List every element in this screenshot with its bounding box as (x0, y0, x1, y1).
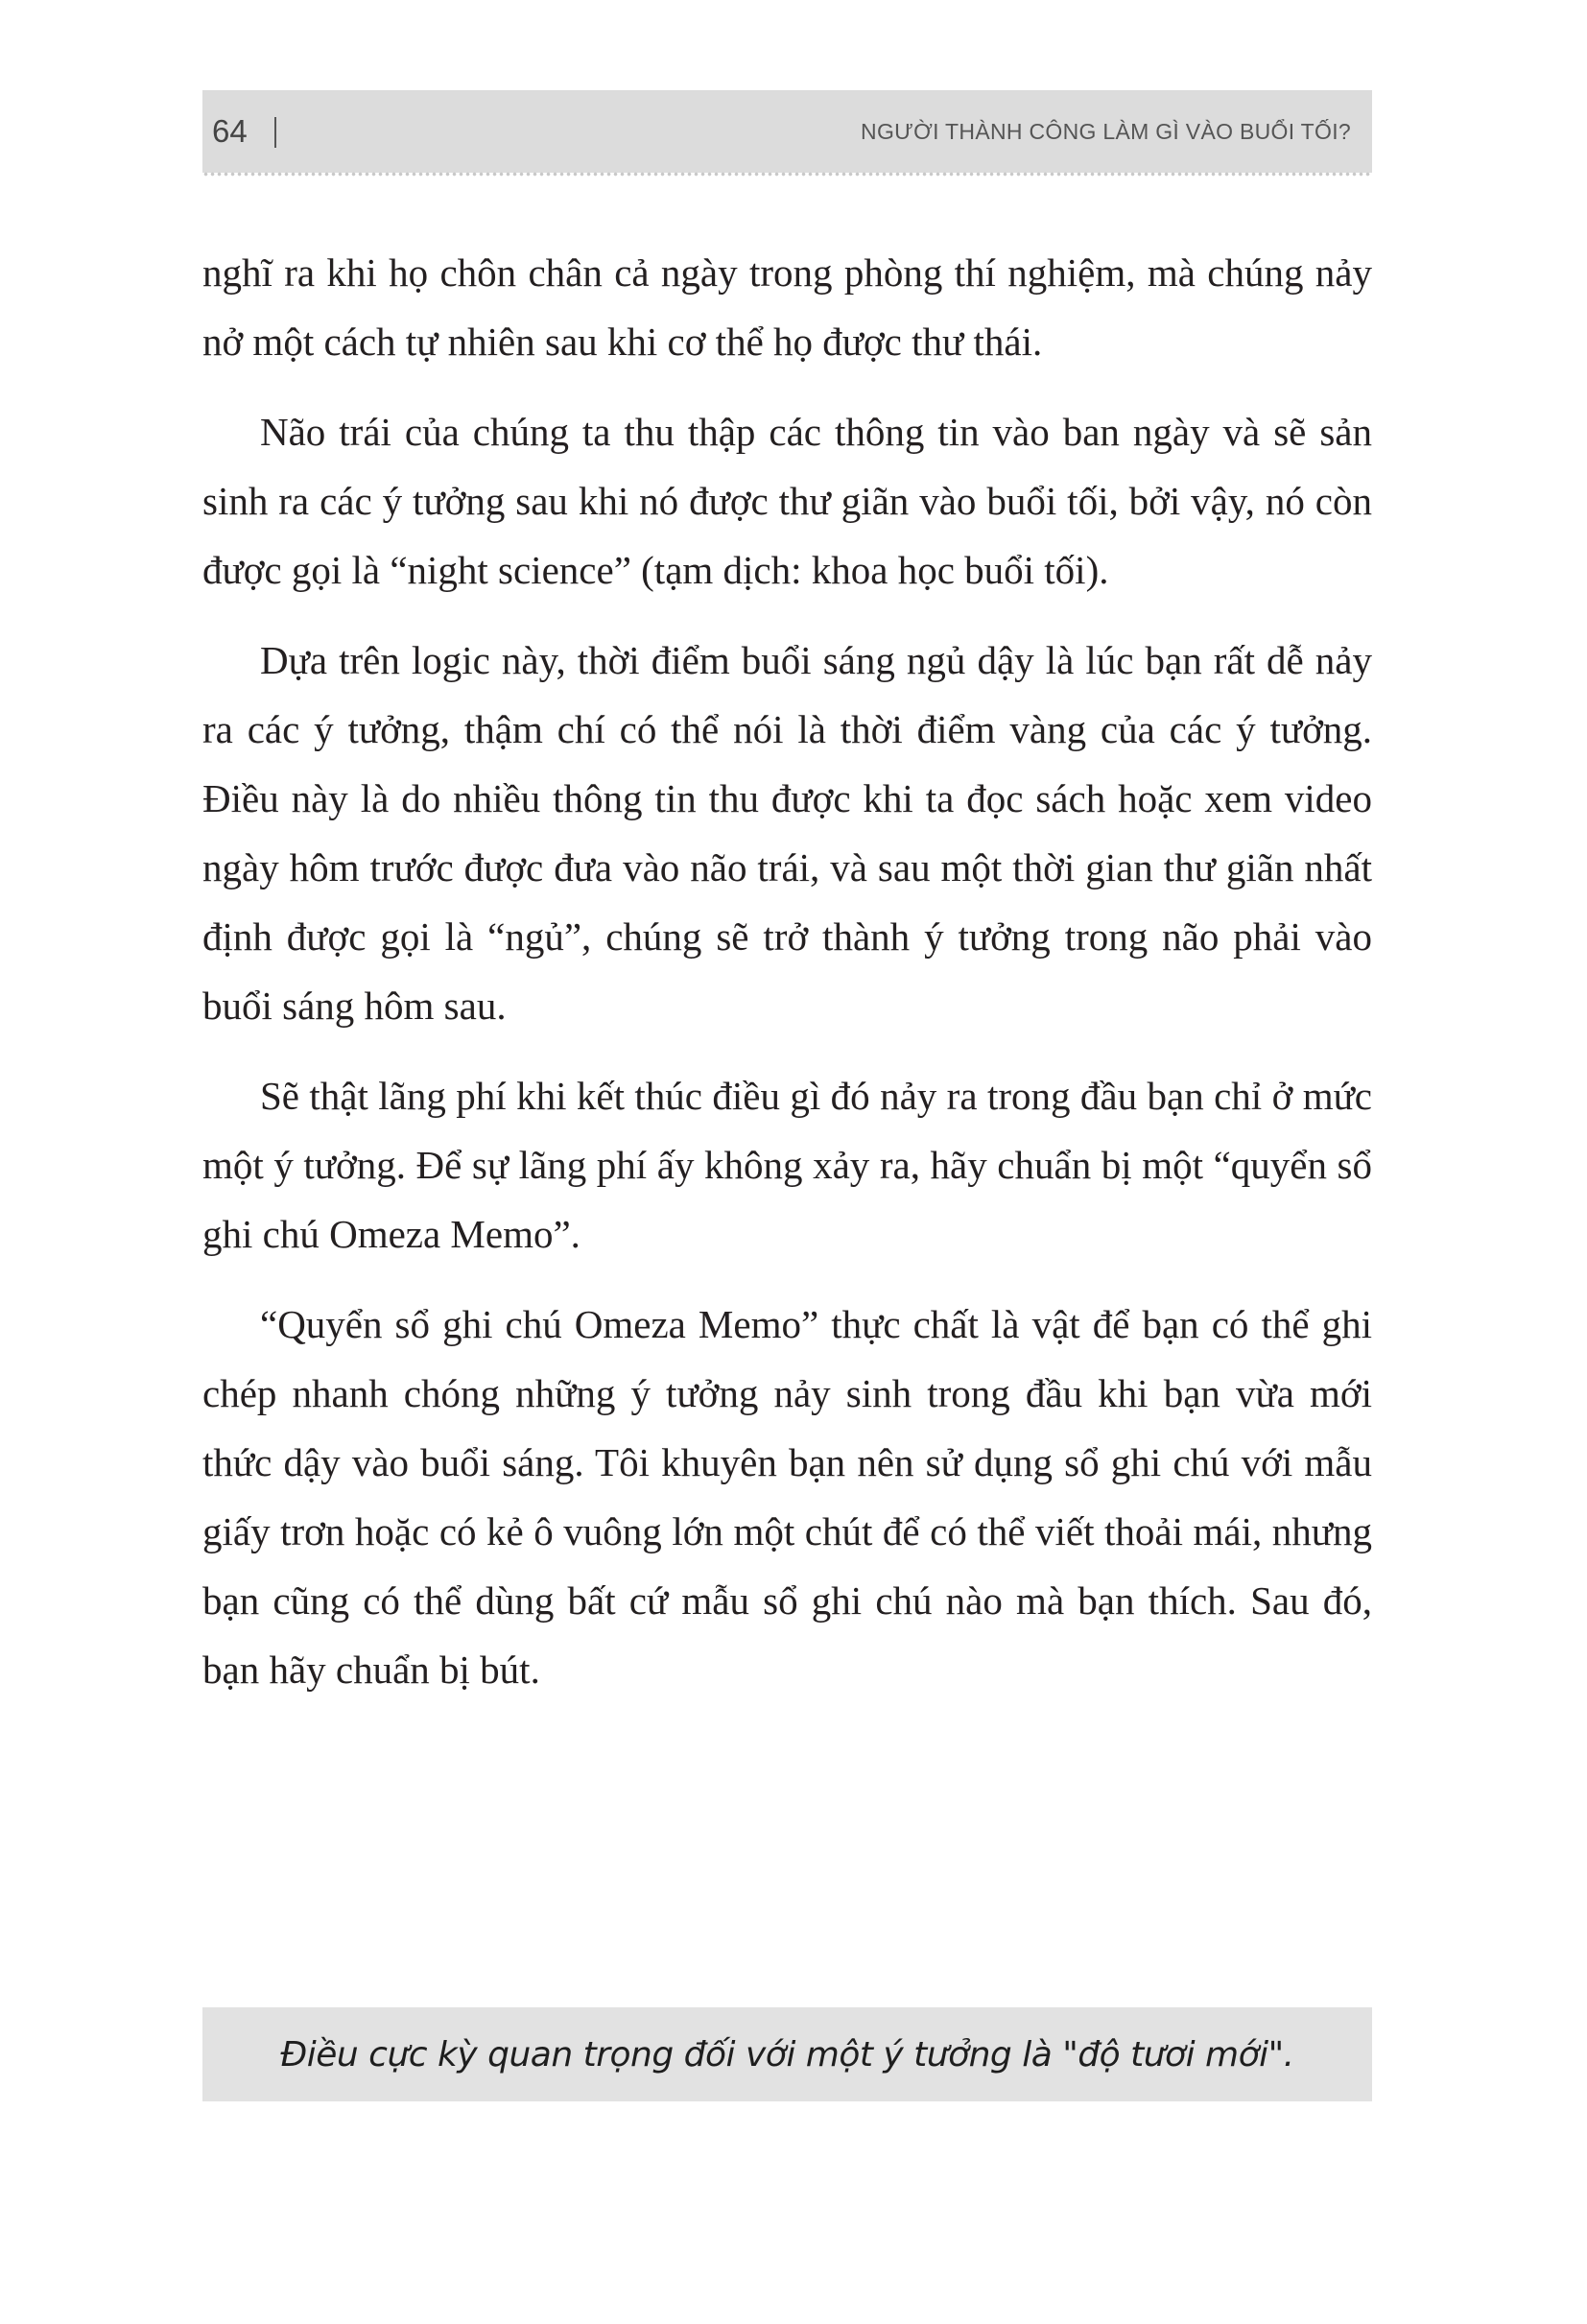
callout-text: Điều cực kỳ quan trọng đối với một ý tưởng là "độ tươi mới". (280, 2034, 1294, 2075)
paragraph-continued: nghĩ ra khi họ chôn chân cả ngày trong phòng thí nghiệm, mà chúng nảy nở một cách tự nhiên sau khi cơ thể họ được thư thái. (202, 250, 1372, 364)
paragraph: Sẽ thật lãng phí khi kết thúc điều gì đó nảy ra trong đầu bạn chỉ ở mức một ý tưởng. Để sự lãng phí ấy không xảy ra, hãy chuẩn bị một “quyển sổ ghi chú Omeza Memo”. (202, 1074, 1372, 1256)
paragraph: Não trái của chúng ta thu thập các thông tin vào ban ngày và sẽ sản sinh ra các ý tưởng sau khi nó được thư giãn vào buổi tối, bởi vậy, nó còn được gọi là “night science” (tạm dịch: khoa học buổi tối). (202, 410, 1372, 592)
paragraph: “Quyển sổ ghi chú Omeza Memo” thực chất là vật để bạn có thể ghi chép nhanh chóng những ý tưởng nảy sinh trong đầu khi bạn vừa mới thức dậy vào buổi sáng. Tôi khuyên bạn nên sử dụng sổ ghi chú với mẫu giấy trơn hoặc có kẻ ô vuông lớn một chút để có thể viết thoải mái, nhưng bạn cũng có thể dùng bất cứ mẫu sổ ghi chú nào mà bạn thích. Sau đó, bạn hãy chuẩn bị bút. (202, 1302, 1372, 1692)
paragraph: Dựa trên logic này, thời điểm buổi sáng ngủ dậy là lúc bạn rất dễ nảy ra các ý tưởng, thậm chí có thể nói là thời điểm vàng của các ý tưởng. Điều này là do nhiều thông tin thu được khi ta đọc sách hoặc xem video ngày hôm trước được đưa vào não trái, và sau một thời gian thư giãn nhất định được gọi là “ngủ”, chúng sẽ trở thành ý tưởng trong não phải vào buổi sáng hôm sau. (202, 638, 1372, 1028)
header-divider (274, 117, 276, 148)
page-number: 64 (212, 113, 248, 149)
body-text (202, 238, 1372, 1725)
highlight-callout (202, 2007, 1372, 2101)
page-header (202, 90, 1372, 173)
running-title: NGƯỜI THÀNH CÔNG LÀM GÌ VÀO BUỔI TỐI? (861, 119, 1351, 144)
